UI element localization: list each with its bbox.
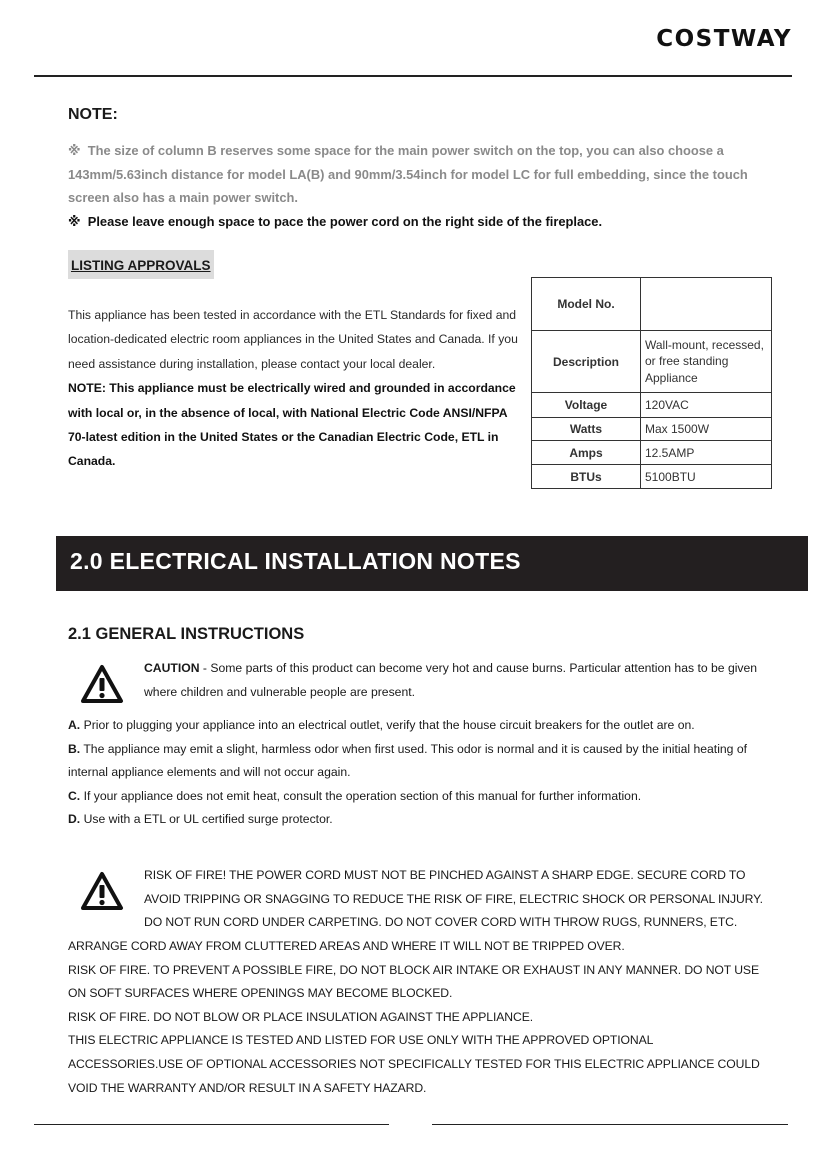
- caution-label: CAUTION: [144, 661, 200, 675]
- note-item-2-text: Please leave enough space to pace the power cord on the right side of the fireplace.: [87, 213, 603, 229]
- caution-text: [144, 657, 769, 704]
- list-item: [68, 785, 768, 809]
- warning-triangle-icon: [80, 871, 124, 911]
- note-title: NOTE:: [68, 106, 118, 123]
- spec-value: 120VAC: [641, 393, 772, 418]
- note-item-2: [68, 210, 768, 234]
- list-item-text: Use with a ETL or UL certified surge protector.: [80, 812, 333, 827]
- spec-value: 12.5AMP: [641, 441, 772, 465]
- table-row: [532, 278, 772, 331]
- spec-value: 5100BTU: [641, 465, 772, 489]
- spec-value: Max 1500W: [641, 418, 772, 441]
- risk-warning-list: [68, 935, 768, 1100]
- note-item-1: [68, 139, 768, 210]
- spec-label: Model No.: [532, 278, 641, 331]
- risk-line: THIS ELECTRIC APPLIANCE IS TESTED AND LISTED FOR USE ONLY WITH THE APPROVED OPTIONAL ACCESSORIES.USE OF OPTIONAL ACCESSORIES NOT SPECIFICALLY TESTED FOR THIS ELECTRIC APPLIANCE COULD VOID THE WARRANTY AND/OR RESULT IN A SAFETY HAZARD.: [68, 1033, 760, 1095]
- caution-body: - Some parts of this product can become very hot and cause burns. Particular attention has to be given where children and vulnerable people are present.: [144, 661, 758, 699]
- listing-approvals-body: [68, 303, 520, 474]
- spec-table: [531, 277, 772, 489]
- header-rule: [34, 75, 792, 77]
- spec-label: Description: [532, 331, 641, 393]
- table-row: [532, 441, 772, 465]
- list-item-letter: B.: [68, 741, 81, 756]
- reference-mark: ※: [68, 143, 81, 158]
- list-item: [68, 738, 768, 785]
- list-item-letter: D.: [68, 812, 81, 827]
- section-banner-title: 2.0 ELECTRICAL INSTALLATION NOTES: [70, 548, 521, 574]
- footer-rule-right: [432, 1124, 788, 1125]
- table-row: [532, 465, 772, 489]
- list-item-text: The appliance may emit a slight, harmless odor when first used. This odor is normal and it is caused by the initial heating of internal appliance elements and will not occur again.: [68, 741, 748, 780]
- brand-logo: COSTWAY: [656, 26, 792, 52]
- footer-rule-left: [34, 1124, 389, 1125]
- risk-line: RISK OF FIRE. TO PREVENT A POSSIBLE FIRE, DO NOT BLOCK AIR INTAKE OR EXHAUST IN ANY MANNER. DO NOT USE ON SOFT SURFACES WHERE OPENINGS MAY BECOME BLOCKED.: [68, 962, 759, 1001]
- warning-triangle-icon: [80, 664, 124, 704]
- instruction-list: [68, 714, 768, 832]
- list-item: [68, 714, 768, 738]
- list-item-letter: C.: [68, 788, 81, 803]
- note-item-1-text: The size of column B reserves some space for the main power switch on the top, you can also choose a 143mm/5.63inch distance for model LA(B) and 90mm/3.54inch for model LC for full embedding, since the touch screen also has a main power switch.: [68, 143, 748, 205]
- list-item-text: If your appliance does not emit heat, consult the operation section of this manual for further information.: [80, 788, 642, 803]
- spec-label: BTUs: [532, 465, 641, 489]
- table-row: [532, 393, 772, 418]
- risk-line: RISK OF FIRE. DO NOT BLOW OR PLACE INSULATION AGAINST THE APPLIANCE.: [68, 1009, 534, 1024]
- spec-label: Voltage: [532, 393, 641, 418]
- spec-label: Watts: [532, 418, 641, 441]
- list-item: [68, 808, 768, 832]
- spec-value: Wall-mount, recessed, or free standing Appliance: [641, 331, 772, 393]
- table-row: [532, 418, 772, 441]
- listing-approvals-heading: LISTING APPROVALS: [68, 250, 214, 279]
- listing-paragraph: This appliance has been tested in accordance with the ETL Standards for fixed and location-dedicated electric room appliances in the United States and Canada. If you need assistance during installation, please contact your local dealer.: [68, 308, 518, 371]
- list-item-text: Prior to plugging your appliance into an electrical outlet, verify that the house circuit breakers for the outlet are on.: [80, 718, 695, 732]
- listing-note: NOTE: This appliance must be electrically wired and grounded in accordance with local or, in the absence of local, with National Electric Code ANSI/NFPA 70-latest edition in the United States or the Canadian Electric Code, ETL in Canada.: [68, 381, 516, 469]
- table-row: [532, 331, 772, 393]
- reference-mark: ※: [68, 213, 81, 229]
- risk-line: ARRANGE CORD AWAY FROM CLUTTERED AREAS AND WHERE IT WILL NOT BE TRIPPED OVER.: [68, 939, 625, 953]
- subsection-title: 2.1 GENERAL INSTRUCTIONS: [68, 625, 305, 643]
- spec-value: [641, 278, 772, 331]
- list-item-letter: A.: [68, 718, 81, 732]
- note-body: [68, 139, 768, 233]
- spec-label: Amps: [532, 441, 641, 465]
- risk-warning-block: RISK OF FIRE! THE POWER CORD MUST NOT BE PINCHED AGAINST A SHARP EDGE. SECURE CORD TO AVOID TRIPPING OR SNAGGING TO REDUCE THE RISK OF FIRE, ELECTRIC SHOCK OR PERSONAL INJURY. DO NOT RUN CORD UNDER CARPETING. DO NOT COVER CORD WITH THROW RUGS, RUNNERS, ETC.: [144, 868, 763, 930]
